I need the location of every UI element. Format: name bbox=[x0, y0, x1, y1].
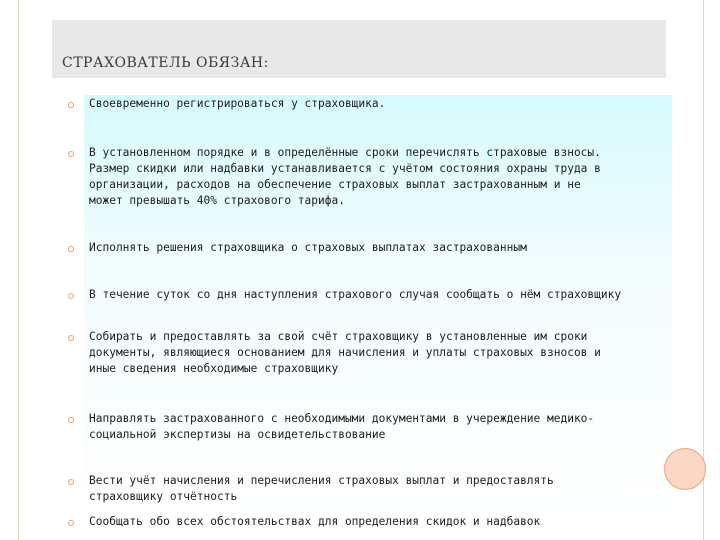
bullet-icon bbox=[68, 246, 74, 252]
bullet-icon bbox=[68, 151, 74, 157]
bullet-icon bbox=[68, 293, 74, 299]
list-item: Сообщать обо всех обстоятельствах для определения скидок и надбавок bbox=[89, 515, 541, 528]
bullet-icon bbox=[68, 102, 74, 108]
list-item: Собирать и предоставлять за свой счёт страховщику в установленные им сроки документы, являющиеся основанием для начисления и уплаты страховых взносов и иные сведения необходимые страховщику bbox=[89, 330, 601, 375]
bullet-icon bbox=[68, 520, 74, 526]
bullet-icon bbox=[68, 479, 74, 485]
list-item: Вести учёт начисления и перечисления страховых выплат и предоставлять страховщику отчётность bbox=[89, 474, 554, 503]
list-item: В установленном порядке и в определённые сроки перечислять страховые взносы. Размер скидки или надбавки устанавливается с учётом состояния охраны труда в организации, расходов на обеспечение страховых выплат застрахованным и не может превышать 40% страхового тарифа. bbox=[89, 146, 601, 207]
decorative-circle bbox=[664, 448, 706, 490]
list-item: Направлять застрахованного с необходимыми документами в учереждение медико- социальной экспертизы на освидетельствование bbox=[89, 412, 595, 441]
list-item: В течение суток со дня наступления страхового случая сообщать о нём страховщику bbox=[89, 288, 622, 301]
list-item: Своевременно регистрироваться у страховщика. bbox=[89, 97, 386, 110]
list-item: Исполнять решения страховщика о страховых выплатах застрахованным bbox=[89, 241, 527, 254]
page-title: СТРАХОВАТЕЛЬ ОБЯЗАН: bbox=[62, 55, 269, 71]
bullet-icon bbox=[68, 417, 74, 423]
bullet-icon bbox=[68, 335, 74, 341]
